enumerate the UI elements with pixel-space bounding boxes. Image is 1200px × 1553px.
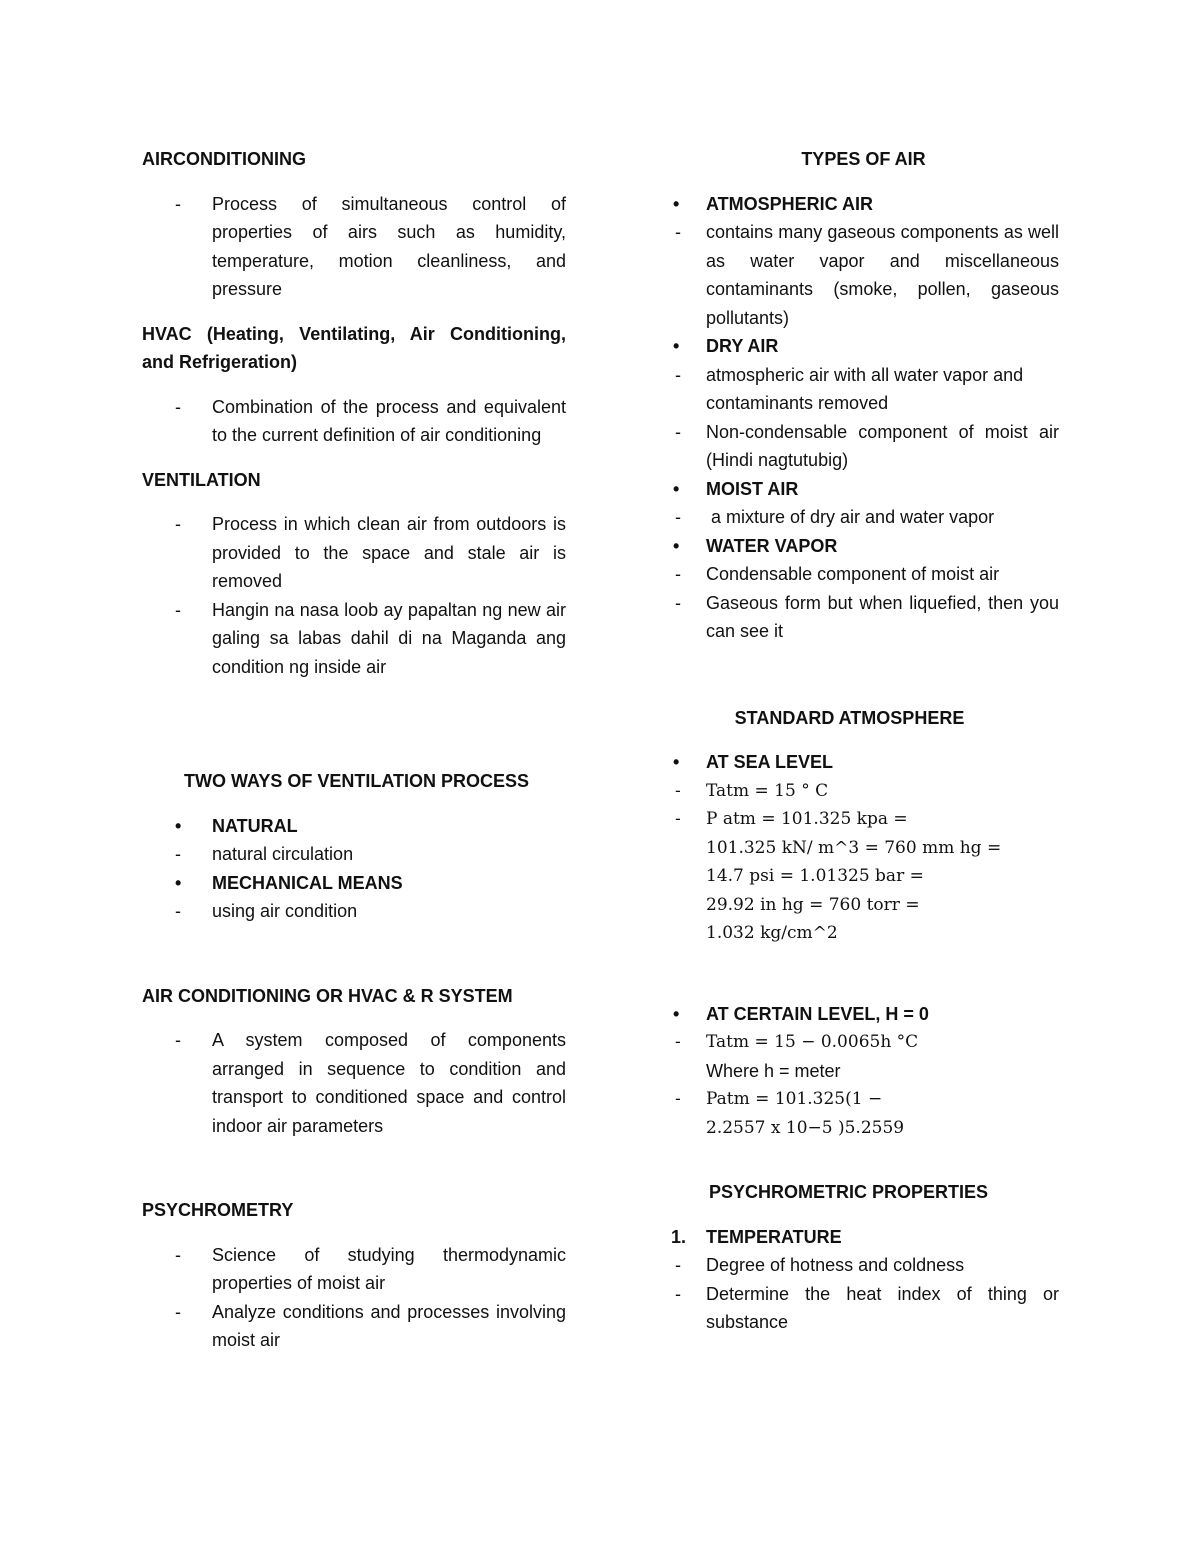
psychrometric-properties-heading: PSYCHROMETRIC PROPERTIES xyxy=(708,1182,989,1202)
list-item: - Determine the heat index of thing or substance xyxy=(668,1280,1059,1337)
right-column xyxy=(668,145,1059,1337)
dash-marker: - xyxy=(175,844,181,864)
list-item: - Degree of hotness and coldness xyxy=(668,1251,1059,1280)
list-item: - Combination of the process and equivalent to the current definition of air conditioning xyxy=(142,393,566,450)
psychrometry-heading: PSYCHROMETRY xyxy=(142,1200,294,1220)
list-item: - atmospheric air with all water vapor and contaminants removed xyxy=(668,361,1059,418)
left-column xyxy=(142,145,566,1355)
bullet-item-dry: • DRY AIR xyxy=(668,332,1059,361)
standard-atmosphere-heading: STANDARD ATMOSPHERE xyxy=(734,707,965,728)
dash-marker: - xyxy=(675,1032,681,1052)
bullet-marker: • xyxy=(673,193,680,214)
dash-marker: - xyxy=(175,1030,181,1050)
dash-marker: - xyxy=(175,1244,181,1265)
list-item: - Process of simultaneous control of properties of airs such as humidity, temperature, motion cleanliness, and pressure xyxy=(142,190,566,304)
hvac-heading-line2: and Refrigeration) xyxy=(142,352,298,372)
bullet-marker: • xyxy=(673,336,680,356)
equation-p-atm-certain: - Patm = 101.325(1 − 2.2557 x 10−5 )5.2559 xyxy=(668,1085,1059,1142)
list-item: - Gaseous form but when liquefied, then you can see it xyxy=(668,589,1059,646)
list-item: - natural circulation xyxy=(142,840,566,869)
dash-marker: - xyxy=(175,1301,181,1322)
equation-t-atm-sea: - Tatm = 15 ° C xyxy=(668,777,1059,806)
numbered-item-temperature: 1. TEMPERATURE xyxy=(668,1223,1059,1252)
dash-marker: - xyxy=(675,1283,681,1304)
list-item: - Process in which clean air from outdoors is provided to the space and stale air is removed xyxy=(142,510,566,596)
system-heading: AIR CONDITIONING OR HVAC & R SYSTEM xyxy=(142,985,513,1006)
equation-t-atm-certain: - Tatm = 15 − 0.0065h °C xyxy=(668,1028,1059,1057)
dash-marker: - xyxy=(675,780,681,801)
list-item: - Non-condensable component of moist air (Hindi nagtutubig) xyxy=(668,418,1059,475)
dash-marker: - xyxy=(175,514,181,534)
bullet-marker: • xyxy=(673,535,680,556)
number-marker: 1. xyxy=(671,1226,687,1247)
bullet-marker: • xyxy=(175,872,182,893)
bullet-item-natural: • NATURAL xyxy=(142,812,566,841)
dash-marker: - xyxy=(675,421,681,442)
list-item: - contains many gaseous components as well as water vapor and miscellaneous contaminants (smoke, pollen, gaseous pollutants) xyxy=(668,218,1059,332)
hvac-heading-line1: HVAC (Heating, Ventilating, Air Conditioning, xyxy=(142,323,566,344)
dash-marker: - xyxy=(675,809,681,829)
dash-marker: - xyxy=(175,396,181,417)
bullet-item-mechanical: • MECHANICAL MEANS xyxy=(142,869,566,898)
list-item: - A system composed of components arranged in sequence to condition and transport to conditioned space and control indoor air parameters xyxy=(142,1026,566,1140)
bullet-marker: • xyxy=(175,815,182,836)
list-item: - a mixture of dry air and water vapor xyxy=(668,503,1059,532)
dash-marker: - xyxy=(175,193,181,214)
bullet-item-water-vapor: • WATER VAPOR xyxy=(668,532,1059,561)
dash-marker: - xyxy=(675,1089,681,1109)
dash-marker: - xyxy=(675,364,681,385)
bullet-marker: • xyxy=(673,478,680,499)
bullet-item-moist: • MOIST AIR xyxy=(668,475,1059,504)
list-item: - Analyze conditions and processes involving moist air xyxy=(142,1298,566,1355)
bullet-marker: • xyxy=(673,752,680,772)
equation-p-atm-sea: - P atm = 101.325 kpa = 101.325 kN/ m^3 = 760 mm hg = 14.7 psi = 1.01325 bar = 29.92 in hg = 760 torr = 1.032 kg/cm^2 xyxy=(668,805,1059,948)
list-item: - Condensable component of moist air xyxy=(668,560,1059,589)
dash-marker: - xyxy=(675,564,681,584)
list-item: - using air condition xyxy=(142,897,566,926)
dash-marker: - xyxy=(675,1255,681,1275)
where-note: Where h = meter xyxy=(706,1060,841,1081)
bullet-item-atmospheric: • ATMOSPHERIC AIR xyxy=(668,190,1059,219)
dash-marker: - xyxy=(175,599,181,620)
dash-marker: - xyxy=(675,507,681,527)
dash-marker: - xyxy=(675,222,681,242)
dash-marker: - xyxy=(175,901,181,921)
bullet-item-sea-level: • AT SEA LEVEL xyxy=(668,748,1059,777)
airconditioning-heading: AIRCONDITIONING xyxy=(142,149,306,169)
bullet-item-certain-level: • AT CERTAIN LEVEL, H = 0 xyxy=(668,1000,1059,1029)
list-item: - Science of studying thermodynamic properties of moist air xyxy=(142,1241,566,1298)
two-ways-heading: TWO WAYS OF VENTILATION PROCESS xyxy=(184,771,530,791)
types-heading: TYPES OF AIR xyxy=(801,149,926,169)
bullet-marker: • xyxy=(673,1003,680,1024)
list-item: - Hangin na nasa loob ay papaltan ng new air galing sa labas dahil di na Maganda ang condition ng inside air xyxy=(142,596,566,682)
dash-marker: - xyxy=(675,592,681,613)
ventilation-heading: VENTILATION xyxy=(142,469,261,490)
